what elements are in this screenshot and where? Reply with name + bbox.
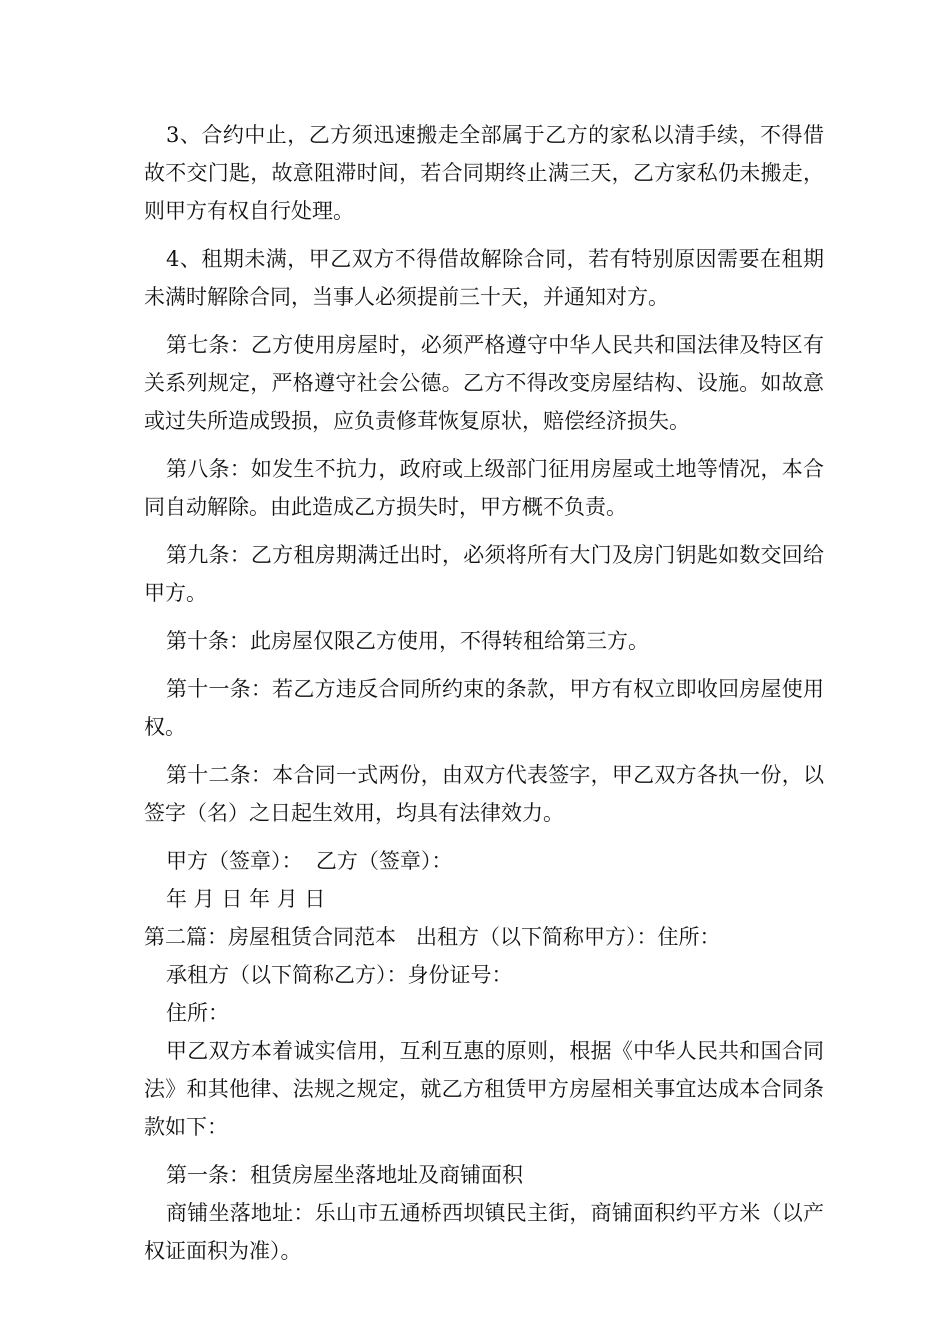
clause-3-paragraph: 3、合约中止，乙方须迅速搬走全部属于乙方的家私以清手续，不得借故不交门匙，故意阻滞时间，若合同期终止满三天，乙方家私仍未搬走，则甲方有权自行处理。 (144, 123, 824, 223)
section-two-heading: 第二篇：房屋租赁合同范本 出租方（以下简称甲方）：住所： (144, 925, 721, 949)
article-7-paragraph: 第七条：乙方使用房屋时，必须严格遵守中华人民共和国法律及特区有关系列规定，严格遵守社会公德。乙方不得改变房屋结构、设施。如故意或过失所造成毁损，应负责修茸恢复原状，赔偿经济损失。 (144, 333, 824, 433)
address-line: 住所： (166, 1001, 229, 1025)
date-line: 年 月 日 年 月 日 (166, 887, 326, 911)
document-body (144, 116, 824, 1280)
shop-address-paragraph: 商铺坐落地址：乐山市五通桥西坝镇民主街，商铺面积约平方米（以产权证面积为准）。 (144, 1201, 824, 1263)
preamble-paragraph: 甲乙双方本着诚实信用，互利互惠的原则，根据《中华人民共和国合同法》和其他律、法规之规定，就乙方租赁甲方房屋相关事宜达成本合同条款如下： (144, 1039, 824, 1139)
article-1-heading: 第一条：租赁房屋坐落地址及商铺面积 (166, 1163, 523, 1187)
article-8-paragraph: 第八条：如发生不抗力，政府或上级部门征用房屋或土地等情况，本合同自动解除。由此造成乙方损失时，甲方概不负责。 (144, 457, 824, 519)
lessee-line: 承租方（以下简称乙方）：身份证号： (166, 963, 513, 987)
article-10-paragraph: 第十条：此房屋仅限乙方使用，不得转租给第三方。 (166, 629, 649, 653)
article-9-paragraph: 第九条：乙方租房期满迁出时，必须将所有大门及房门钥匙如数交回给甲方。 (144, 543, 824, 605)
article-12-paragraph: 第十二条：本合同一式两份，由双方代表签字，甲乙双方各执一份，以签字（名）之日起生效用，均具有法律效力。 (144, 763, 824, 825)
signature-line: 甲方（签章）： 乙方（签章）： (166, 849, 453, 873)
clause-4-paragraph: 4、租期未满，甲乙双方不得借故解除合同，若有特别原因需要在租期未满时解除合同，当事人必须提前三十天，并通知对方。 (144, 247, 824, 309)
article-11-paragraph: 第十一条：若乙方违反合同所约束的条款，甲方有权立即收回房屋使用权。 (144, 677, 824, 739)
